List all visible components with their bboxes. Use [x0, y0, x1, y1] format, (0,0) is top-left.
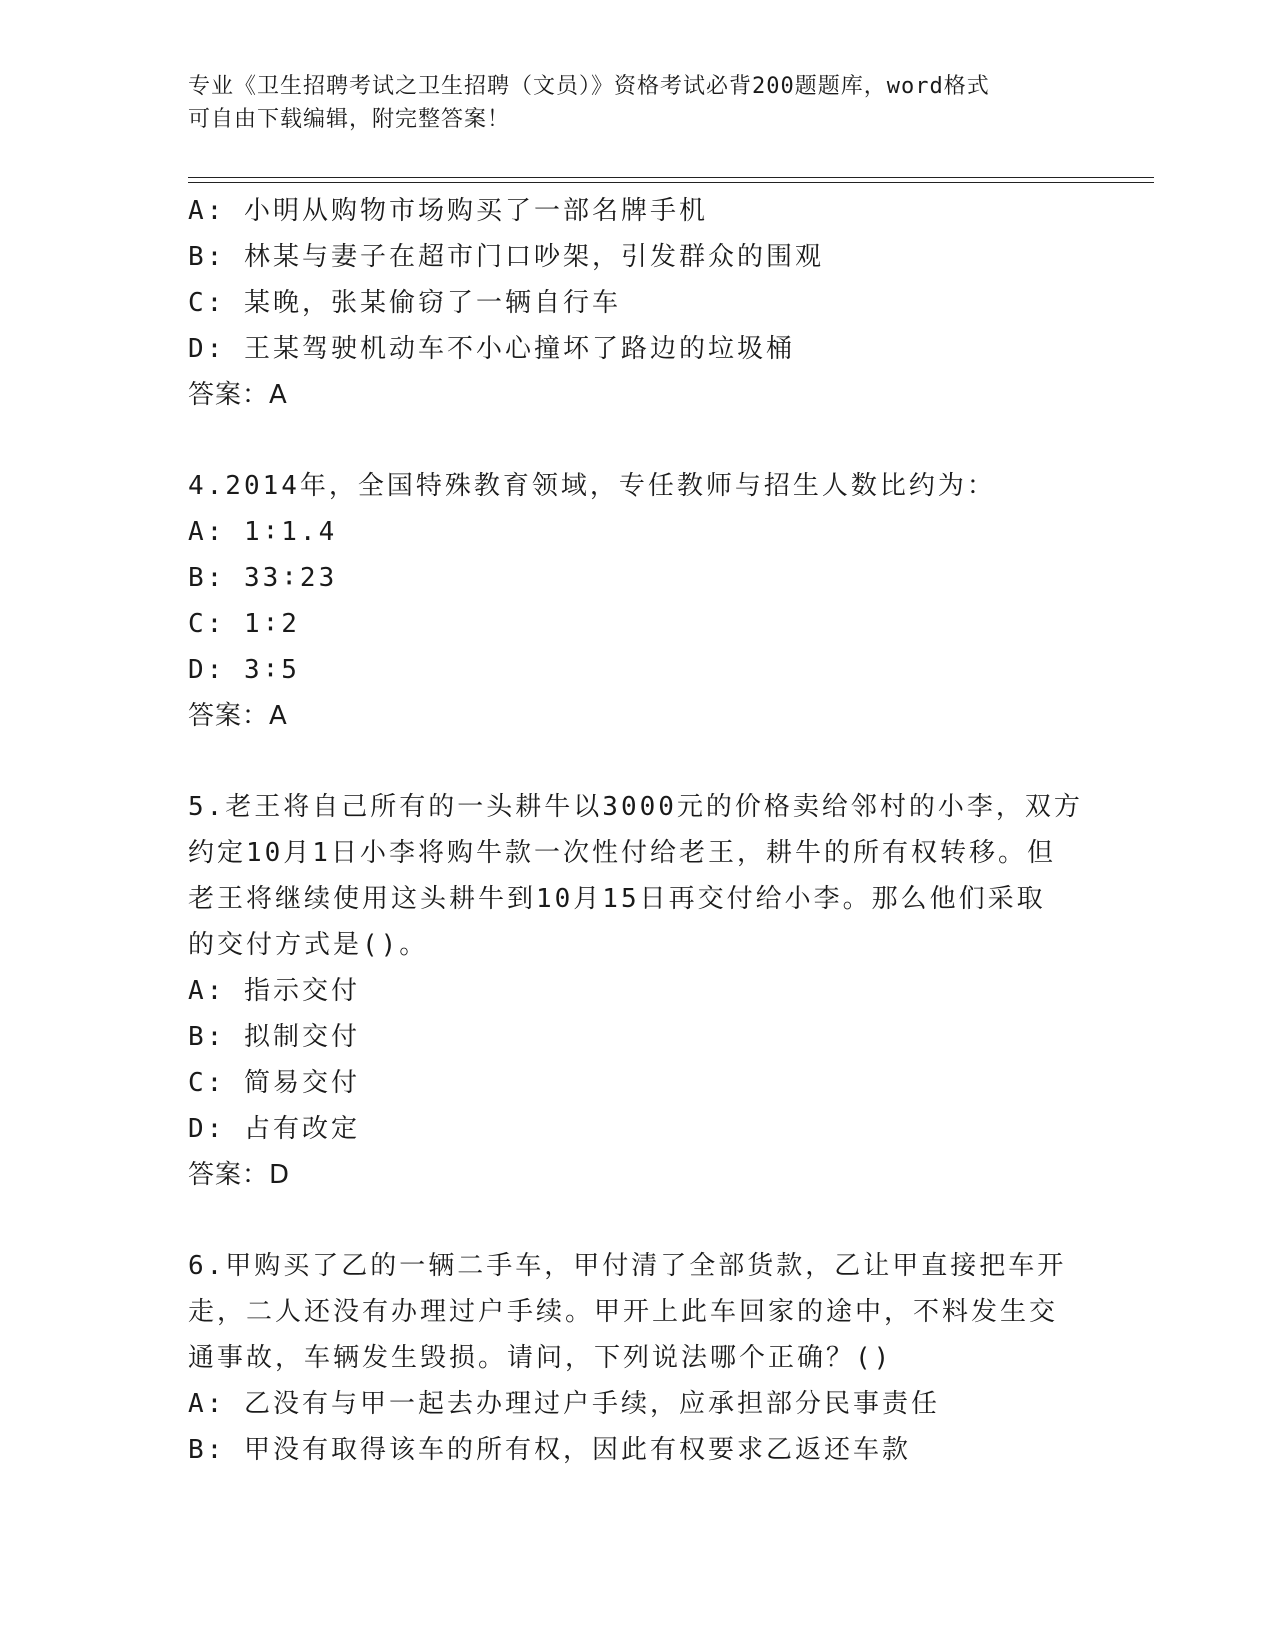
option-b: B: 33∶23 — [188, 563, 338, 593]
option-a: A: 指示交付 — [188, 976, 360, 1006]
option-c: C: 1∶2 — [188, 609, 300, 639]
header-divider-bottom — [188, 182, 1154, 183]
header-divider-top — [188, 177, 1154, 178]
spacer — [188, 739, 1088, 784]
option-b: B: 林某与妻子在超市门口吵架，引发群众的围观 — [188, 242, 824, 272]
option-c: C: 简易交付 — [188, 1068, 360, 1098]
question-stem: 4.2014年，全国特殊教育领域，专任教师与招生人数比约为： — [188, 471, 996, 501]
option-a: A: 乙没有与甲一起去办理过户手续，应承担部分民事责任 — [188, 1389, 940, 1419]
question-stem-line: 6.甲购买了乙的一辆二手车，甲付清了全部货款，乙让甲直接把车开 — [188, 1251, 1067, 1281]
header-title-line-2: 可自由下载编辑，附完整答案！ — [188, 107, 511, 132]
question-stem-line: 通事故，车辆发生毁损。请问，下列说法哪个正确？() — [188, 1343, 893, 1373]
answer: 答案：A — [188, 380, 288, 410]
option-d: D: 3∶5 — [188, 655, 300, 685]
question-stem-line: 的交付方式是()。 — [188, 930, 429, 960]
spacer — [188, 1198, 1088, 1243]
question-list — [188, 188, 1088, 1473]
question-5 — [188, 784, 1088, 1198]
answer: 答案：A — [188, 701, 288, 731]
question-stem-line: 老王将继续使用这头耕牛到10月15日再交付给小李。那么他们采取 — [188, 884, 1046, 914]
header-title-line-1: 专业《卫生招聘考试之卫生招聘（文员）》资格考试必背200题题库，word格式 — [188, 74, 990, 99]
option-b: B: 甲没有取得该车的所有权，因此有权要求乙返还车款 — [188, 1435, 911, 1465]
option-d: D: 占有改定 — [188, 1114, 360, 1144]
question-3 — [188, 188, 1088, 418]
question-6 — [188, 1243, 1088, 1473]
option-b: B: 拟制交付 — [188, 1022, 360, 1052]
option-a: A: 小明从购物市场购买了一部名牌手机 — [188, 196, 708, 226]
option-c: C: 某晚，张某偷窃了一辆自行车 — [188, 288, 621, 318]
spacer — [188, 418, 1088, 463]
question-stem-line: 5.老王将自己所有的一头耕牛以3000元的价格卖给邻村的小李，双方 — [188, 792, 1083, 822]
question-4 — [188, 463, 1088, 739]
document-header — [188, 70, 1088, 136]
question-stem-line: 约定10月1日小李将购牛款一次性付给老王，耕牛的所有权转移。但 — [188, 838, 1056, 868]
question-stem-line: 走，二人还没有办理过户手续。甲开上此车回家的途中，不料发生交 — [188, 1297, 1059, 1327]
option-d: D: 王某驾驶机动车不小心撞坏了路边的垃圾桶 — [188, 334, 795, 364]
answer: 答案：D — [188, 1160, 291, 1190]
option-a: A: 1∶1.4 — [188, 517, 338, 547]
